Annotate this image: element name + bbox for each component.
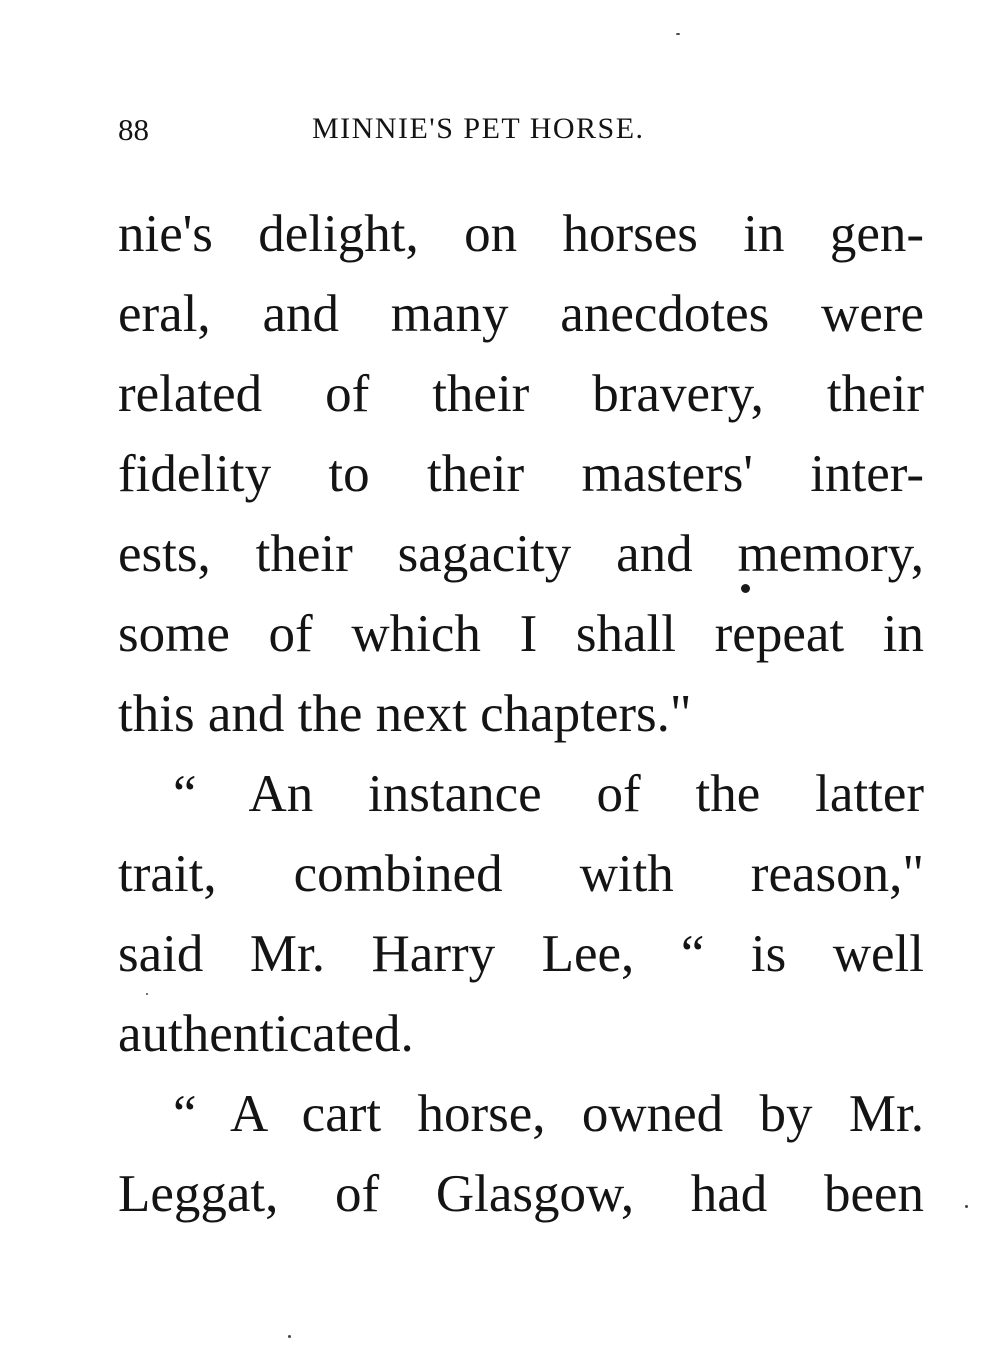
scan-speck — [146, 993, 148, 995]
running-header — [118, 112, 928, 162]
text-line: “ A cart horse, owned by Mr. — [173, 1085, 924, 1143]
text-line: some of which I shall repeat in — [118, 605, 924, 663]
text-line: eral, and many anecdotes were — [118, 285, 924, 343]
text-line: nie's delight, on horses in gen- — [118, 205, 924, 263]
text-line: this and the next chapters." — [118, 685, 692, 743]
text-line: said Mr. Harry Lee, “ is well — [118, 925, 924, 983]
text-line: fidelity to their masters' inter- — [118, 445, 924, 503]
text-line: authenticated. — [118, 1005, 414, 1063]
scan-speck — [676, 33, 680, 35]
page-number: 88 — [118, 112, 149, 147]
scan-speck — [288, 1335, 291, 1338]
scan-speck — [965, 1205, 968, 1208]
scan-speck — [741, 584, 750, 593]
text-line: Leggat, of Glasgow, had been — [118, 1165, 924, 1223]
running-title: MINNIE'S PET HORSE. — [312, 112, 645, 145]
text-line: ests, their sagacity and memory, — [118, 525, 924, 583]
text-line: related of their bravery, their — [118, 365, 924, 423]
text-line: trait, combined with reason," — [118, 845, 924, 903]
text-line: “ An instance of the latter — [173, 765, 924, 823]
